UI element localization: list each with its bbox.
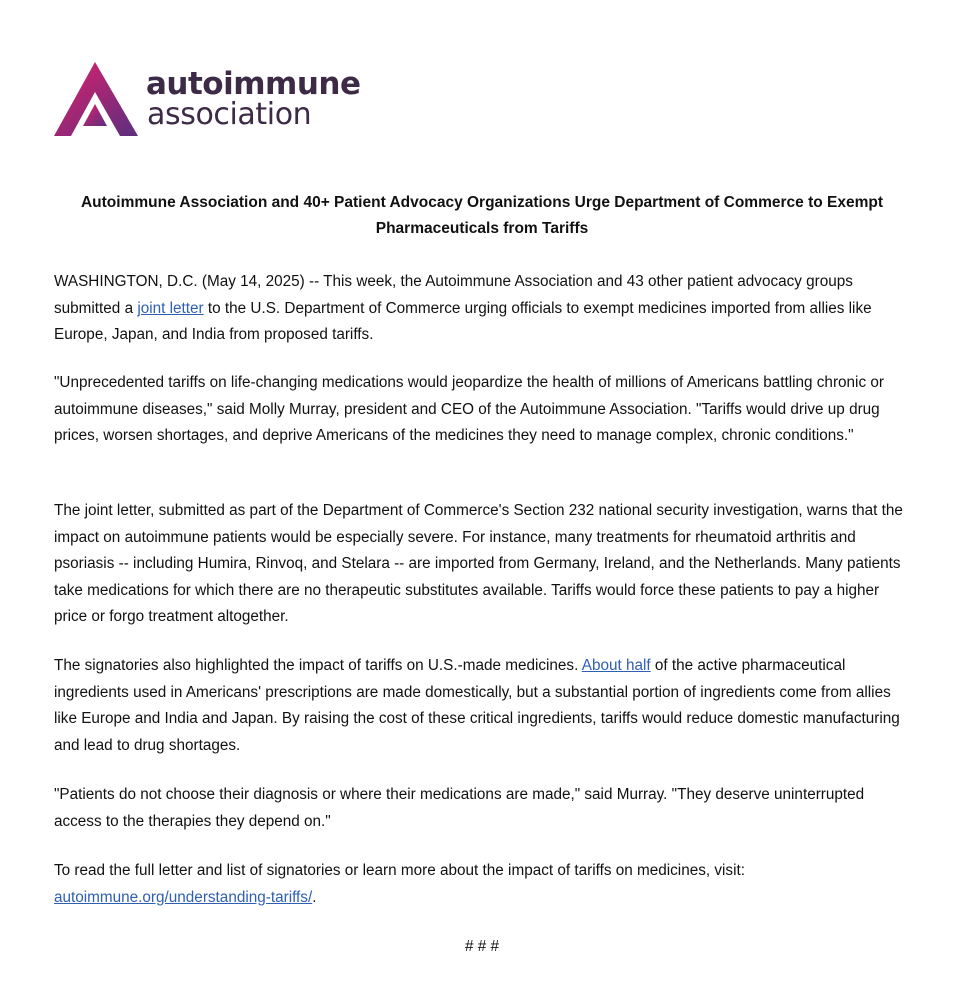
joint-letter-link[interactable]: joint letter <box>137 299 204 317</box>
paragraph-visit <box>54 858 916 911</box>
logo-mark-icon <box>54 60 140 138</box>
end-mark: # # # <box>464 938 500 955</box>
paragraph-intro-text-before: WASHINGTON, D.C. (May 14, 2025) -- This week, the Autoimmune Association and 43 other patient advocacy groups submitted a <box>54 273 853 317</box>
autoimmune-association-logo <box>54 60 361 140</box>
understanding-tariffs-link[interactable]: autoimmune.org/understanding-tariffs/ <box>54 888 313 906</box>
paragraph-visit-text-before: To read the full letter and list of signatories or learn more about the impact of tariffs on medicines, visit: <box>54 862 745 879</box>
paragraph-intro-text-after: to the U.S. Department of Commerce urging officials to exempt medicines imported from allies like Europe, Japan, and India from proposed tariffs. <box>54 299 872 344</box>
logo-wordmark-line2: association <box>147 97 312 132</box>
about-half-link[interactable]: About half <box>581 657 651 674</box>
paragraph-quote-patients: "Patients do not choose their diagnosis or where their medications are made," said Murray. "They deserve uninterrupted access to the therapies they depend on." <box>54 786 865 830</box>
paragraph-us-made-medicines <box>54 653 916 759</box>
paragraph-us-made-text-before: The signatories also highlighted the impact of tariffs on U.S.-made medicines. <box>54 657 582 674</box>
paragraph-quote-murray: "Unprecedented tariffs on life-changing medications would jeopardize the health of millions of Americans battling chronic or autoimmune diseases," said Molly Murray, president and CEO of the Autoimmune Association. "Tariffs would drive up drug prices, worsen shortages, and deprive Americans of the medicines they need to manage complex, chronic conditions." <box>54 374 884 445</box>
press-release-title: Autoimmune Association and 40+ Patient Advocacy Organizations Urge Department of Commerce to Exempt Pharmaceuticals from Tariffs <box>80 194 883 237</box>
paragraph-joint-letter: The joint letter, submitted as part of the Department of Commerce's Section 232 national security investigation, warns that the impact on autoimmune patients would be especially severe. For instance, many treatments for rheumatoid arthritis and psoriasis -- including Humira, Rinvoq, and Stelara -- are imported from Germany, Ireland, and the Netherlands. Many patients take medications for which there are no therapeutic substitutes available. Tariffs would force these patients to pay a higher price or forgo treatment altogether. <box>54 502 903 626</box>
paragraph-us-made-text-after: of the active pharmaceutical ingredients used in Americans' prescriptions are made domestically, but a substantial portion of ingredients come from allies like Europe and India and Japan. By raising the cost of these critical ingredients, tariffs would reduce domestic manufacturing and lead to drug shortages. <box>54 657 900 754</box>
logo-wordmark-line1: autoimmune <box>146 66 361 102</box>
paragraph-intro <box>54 269 916 349</box>
paragraph-visit-text-after: . <box>312 888 317 906</box>
